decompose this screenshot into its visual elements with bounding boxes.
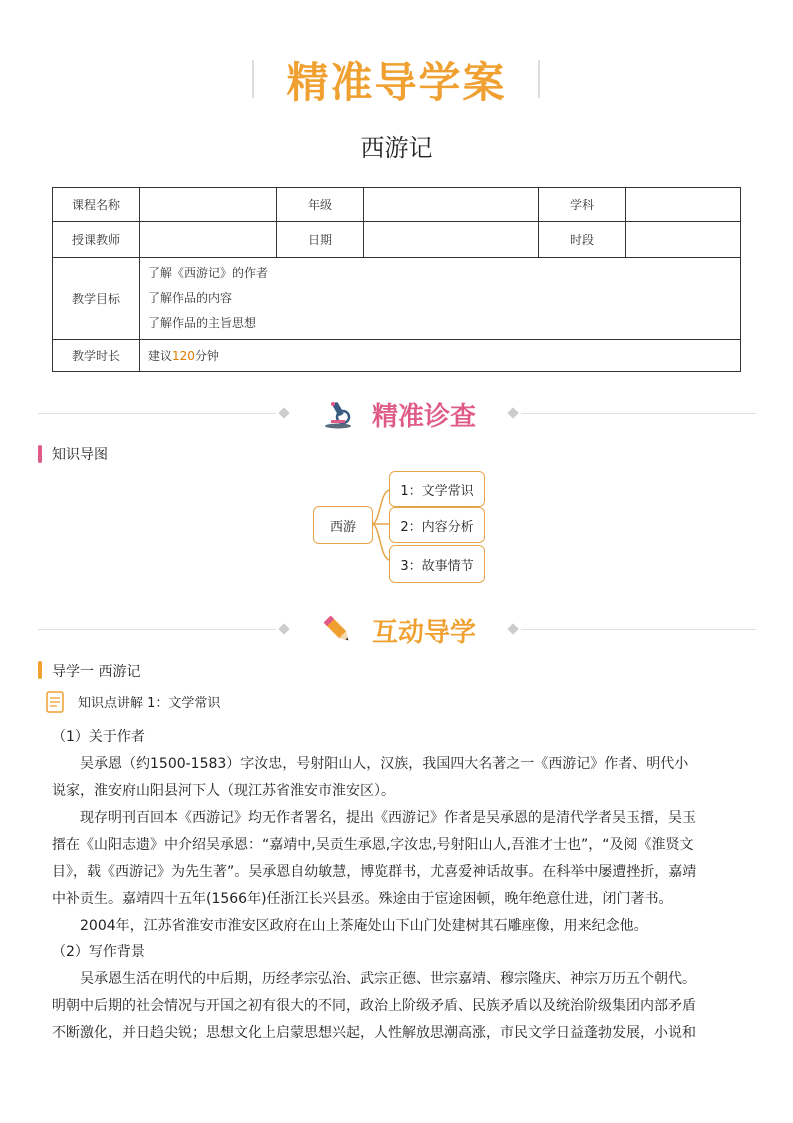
teacher-label: 授课教师 <box>53 222 140 258</box>
grade-value <box>364 188 539 222</box>
divider-diamond <box>507 623 518 634</box>
pencil-icon <box>320 612 354 646</box>
subject-label: 学科 <box>539 188 626 222</box>
banner-title: 精准导学案 <box>286 58 507 107</box>
tag-bar <box>38 445 42 463</box>
period-label: 时段 <box>539 222 626 258</box>
date-value <box>364 222 539 258</box>
grade-label: 年级 <box>277 188 364 222</box>
paragraph: 吴承恩生活在明代的中后期，历经孝宗弘治、武宗正德、世宗嘉靖、穆宗隆庆、神宗万历五个朝代。明朝中后期的社会情况与开国之初有很大的不同，政治上阶级矛盾、民族矛盾以及统治阶级集团内部矛盾不断激化，并日趋尖锐；思想文化上启蒙思想兴起，人性解放思潮高涨，市民文学日益蓬勃发展，小说和 <box>52 971 696 1041</box>
divider-diamond <box>507 407 518 418</box>
heading-author: （1）关于作者 <box>52 729 145 745</box>
divider-diamond <box>278 407 289 418</box>
section-divider <box>521 629 756 630</box>
knowledge-point-label: 知识点讲解 1：文学常识 <box>78 696 221 711</box>
goal-item: 了解《西游记》的作者 <box>148 266 269 280</box>
goals-label: 教学目标 <box>53 258 140 340</box>
goals-list <box>140 258 741 340</box>
duration-label: 教学时长 <box>53 340 140 372</box>
paragraph: 2004年，江苏省淮安市淮安区政府在山上茶庵处山下山门处建树其石雕座像，用来纪念他。 <box>80 918 648 934</box>
date-label: 日期 <box>277 222 364 258</box>
lesson-tag: 导学一 西游记 <box>52 664 141 680</box>
tag-bar <box>38 661 42 679</box>
paragraph: 现存明刊百回本《西游记》均无作者署名，提出《西游记》作者是吴承恩的是清代学者吴玉搢，吴玉搢在《山阳志遗》中介绍吴承恩：“嘉靖中,吴贡生承恩,字汝忠,号射阳山人,吾淮才士也”，“及阅《淮贤文目》，载《西游记》为先生著”。吴承恩自幼敏慧，博览群书，尤喜爱神话故事。在科举中屡遭挫折，嘉靖中补贡生。嘉靖四十五年(1566年)任浙江长兴县丞。殊途由于宦途困顿，晚年绝意仕进，闭门著书。 <box>52 810 697 907</box>
goal-item: 了解作品的主旨思想 <box>148 316 257 330</box>
course-name-value <box>140 188 277 222</box>
period-value <box>626 222 741 258</box>
mindmap-root: 西游 <box>313 506 373 544</box>
mindmap-node: 1：文学常识 <box>389 471 485 507</box>
section-divider <box>521 413 756 414</box>
section-title-guided: 互动导学 <box>372 618 477 648</box>
section-divider <box>38 629 276 630</box>
divider-diamond <box>278 623 289 634</box>
mindmap-node: 3：故事情节 <box>389 545 485 583</box>
section-divider <box>38 413 276 414</box>
course-name-label: 课程名称 <box>53 188 140 222</box>
microscope-icon <box>322 398 354 430</box>
duration-number: 120 <box>172 349 195 363</box>
page-title: 西游记 <box>360 134 433 162</box>
course-info-table <box>52 187 741 372</box>
subject-value <box>626 188 741 222</box>
paragraph: 吴承恩（约1500-1583）字汝忠，号射阳山人，汉族，我国四大名著之一《西游记》作者、明代小说家，淮安府山阳县河下人（现江苏省淮安市淮安区）。 <box>52 756 689 799</box>
teacher-value <box>140 222 277 258</box>
mindmap-tag: 知识导图 <box>52 447 108 463</box>
section-title-diagnosis: 精准诊查 <box>372 402 477 432</box>
duration-value: 建议120分钟 <box>140 340 741 372</box>
document-icon <box>44 690 66 714</box>
goal-item: 了解作品的内容 <box>148 291 233 305</box>
heading-background: （2）写作背景 <box>52 944 145 960</box>
mindmap-node: 2：内容分析 <box>389 507 485 543</box>
